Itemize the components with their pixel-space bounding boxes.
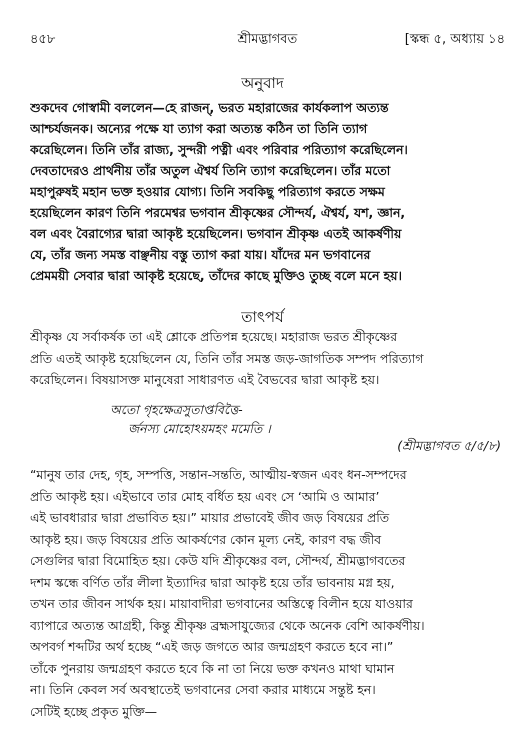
purport-line: দশম স্কন্ধে বর্ণিত তাঁর লীলা ইত্যাদির দ্বারা আকৃষ্ট হয়ে তাঁর ভাবনায় মগ্ন হয়, (30, 574, 395, 590)
translation-paragraph (30, 97, 505, 286)
translation-heading: অনুবাদ (241, 74, 284, 92)
purport-line: শ্রীকৃষ্ণ যে সর্বাকর্ষক তা এই শ্লোকে প্রতিপন্ন হয়েছে। মহারাজ ভরত শ্রীকৃষ্ণের (30, 329, 398, 344)
purport-line: আকৃষ্ট হয়। জড় বিষয়ের প্রতি আকর্ষণের কোন মূল্য নেই, কারণ বদ্ধ জীব (30, 531, 382, 547)
purport-line: করেছিলেন। বিষয়াসক্ত মানুষেরা সাধারণত এই বৈভবের দ্বারা আকৃষ্ট হয়। (30, 372, 380, 387)
section-reference: [স্কন্ধ ৫, অধ্যায় ১৪ (404, 32, 505, 47)
purport-line: প্রতি আকৃষ্ট হয়। এইভাবে তার মোহ বর্ধিত হয় এবং সে ‘আমি ও আমার’ (30, 488, 380, 504)
verse-line: র্জনস্য মোহোঽয়মহং মমেতি । (128, 421, 271, 436)
purport-line: ব্যাপারে অত্যন্ত আগ্রহী, কিন্তু শ্রীকৃষ্ণ ব্রহ্মসাযুজ্যের থেকে অনেক বেশি আকর্ষণীয়। (30, 617, 425, 633)
purport-line: তাঁকে পুনরায় জন্মগ্রহণ করতে হবে কি না তা নিয়ে ভক্ত কখনও মাথা ঘামান (30, 660, 395, 676)
purport-line: সেটিই হচ্ছে প্রকৃত মুক্তি— (30, 703, 158, 719)
purport-line: “মানুষ তার দেহ, গৃহ, সম্পত্তি, সন্তান-সন্ততি, আত্মীয়-স্বজন এবং ধন-সম্পদের (30, 467, 407, 482)
translation-line: প্রেমময়ী সেবার দ্বারা আকৃষ্ট হয়েছে, তাঁদের কাছে মুক্তিও তুচ্ছ বলে মনে হয়। (30, 268, 402, 283)
purport-line: সেগুলির দ্বারা বিমোহিত হয়। কেউ যদি শ্রীকৃষ্ণের বল, সৌন্দর্য, শ্রীমদ্ভাগবতের (30, 553, 406, 568)
page-number: ৪৫৮ (30, 32, 56, 47)
purport-line: না। তিনি কেবল সর্ব অবস্থাতেই ভগবানের সেবা করার মাধ্যমে সন্তুষ্ট হন। (30, 682, 376, 697)
purport-line: অপবর্গ শব্দটির অর্থ হচ্ছে “এই জড় জগতে আর জন্মগ্রহণ করতে হবে না।” (30, 639, 394, 654)
sanskrit-verse (110, 400, 271, 438)
purport-heading: তাৎপর্য (241, 308, 284, 326)
translation-line: হয়েছিলেন কারণ তিনি পরমেশ্বর ভগবান শ্রীকৃষ্ণের সৌন্দর্য, ঐশ্বর্য, যশ, জ্ঞান, (30, 205, 406, 220)
purport-line: তখন তার জীবন সার্থক হয়। মায়াবাদীরা ভগবানের অস্তিত্বে বিলীন হয়ে যাওয়ার (30, 596, 413, 611)
translation-line: করেছিলেন। তিনি তাঁর রাজ্য, সুন্দরী পত্নী এবং পরিবার পরিত্যাগ করেছিলেন। (30, 142, 408, 157)
translation-line: বল এবং বৈরাগ্যের দ্বারা আকৃষ্ট হয়েছিলেন। ভগবান শ্রীকৃষ্ণ এতই আকর্ষণীয় (30, 226, 402, 241)
book-title: শ্রীমদ্ভাগবত (237, 32, 298, 47)
purport-main-paragraph (30, 464, 505, 722)
translation-line: আশ্চর্যজনক। অন্যের পক্ষে যা ত্যাগ করা অত্যন্ত কঠিন তা তিনি ত্যাগ (30, 121, 368, 136)
verse-line: অতো গৃহক্ষেত্রসুতাপ্তবিত্তৈ- (110, 402, 243, 417)
translation-line: দেবতাদেরও প্রার্থনীয় তাঁর অতুল ঐশ্বর্য তিনি ত্যাগ করেছিলেন। তাঁর মতো (30, 163, 391, 178)
verse-reference: (শ্রীমদ্ভাগবত ৫/৫/৮) (397, 438, 501, 453)
running-header (30, 30, 505, 52)
purport-line: প্রতি এতই আকৃষ্ট হয়েছিলেন যে, তিনি তাঁর সমস্ত জড়-জাগতিক সম্পদ পরিত্যাগ (30, 350, 424, 366)
translation-line: যে, তাঁর জন্য সমস্ত বাঞ্ছনীয় বস্তু ত্যাগ করা যায়। যাঁদের মন ভগবানের (30, 247, 371, 262)
purport-line: এই ভাবধারার দ্বারা প্রভাবিত হয়।” মায়ার প্রভাবেই জীব জড় বিষয়ের প্রতি (30, 510, 390, 525)
translation-line: মহাপুরুষই মহান ভক্ত হওয়ার যোগ্য। তিনি সবকিছু পরিত্যাগ করতে সক্ষম (30, 184, 385, 199)
translation-line: শুকদেব গোস্বামী বললেন—হে রাজন্‌, ভরত মহারাজের কার্যকলাপ অত্যন্ত (30, 100, 389, 115)
purport-intro-paragraph (30, 326, 505, 391)
